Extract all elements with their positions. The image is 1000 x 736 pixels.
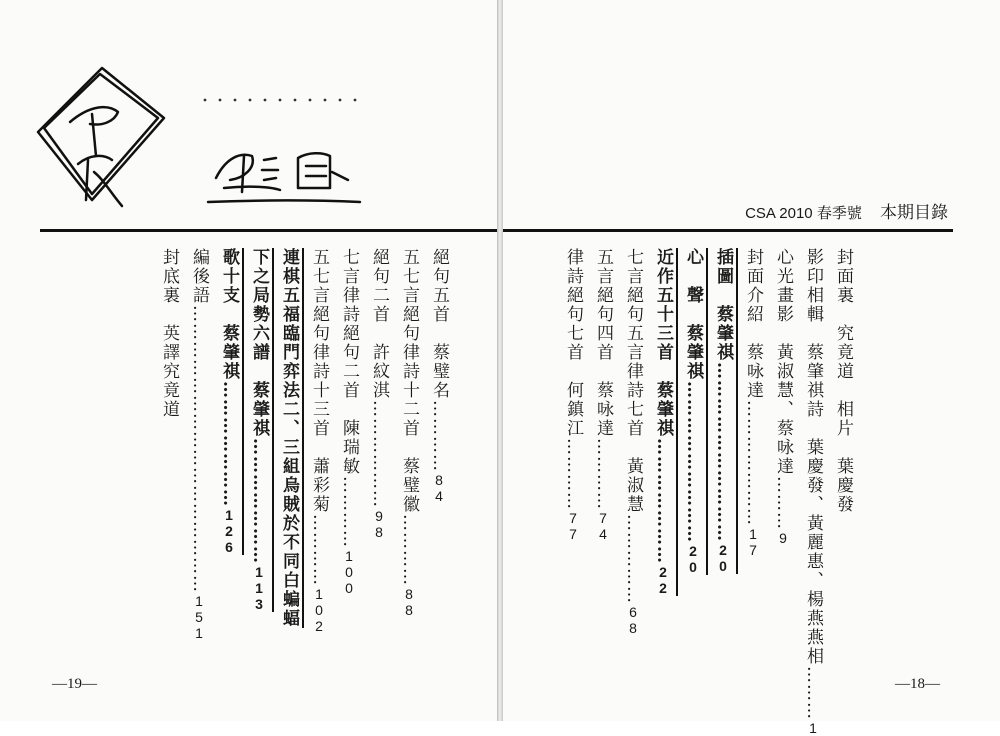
toc-page-number: 98 [371, 508, 387, 540]
toc-entry [682, 248, 708, 575]
leader-dots: ………………………… [713, 362, 733, 542]
publication-label: CSA 2010 春季號 [745, 205, 862, 222]
toc-entry [308, 248, 330, 634]
leader-dots: ………… [593, 438, 613, 510]
toc-entry-title: 編後語 [189, 248, 209, 305]
toc-entry [712, 248, 738, 574]
toc-page-number: 20 [685, 543, 701, 575]
toc-entry-title: 封面裏 究竟道 相片 葉慶發 [833, 248, 853, 514]
toc-entry [188, 248, 210, 641]
toc-page-number: 17 [745, 526, 761, 558]
toc-entry [158, 248, 180, 419]
toc-page-number: 88 [401, 586, 417, 618]
toc-entry [592, 248, 614, 542]
leader-dots: ………… [309, 514, 329, 586]
toc-entry [562, 248, 584, 542]
toc-page-number: 22 [655, 564, 671, 596]
toc-page-number: 151 [191, 593, 207, 641]
leader-dots: ……… [773, 476, 793, 530]
leader-dots: ………… [339, 476, 359, 548]
toc-page-number: 20 [715, 542, 731, 574]
toc-page-number: 9 [775, 530, 791, 546]
toc-entry-title: 連棋五福臨門弈法二、三組烏賊於不同白蝙蝠 [279, 248, 299, 628]
toc-entry [652, 248, 678, 596]
page-number-left: —19— [52, 676, 97, 692]
toc-entry [218, 248, 244, 555]
toc-entry-title: 絕句五首 蔡璧名 [429, 248, 449, 400]
leader-dots: …………… [623, 514, 643, 604]
toc-entry [622, 248, 644, 636]
handwritten-mulu-logo [30, 60, 370, 230]
toc-entry-title: 心 聲 蔡肇祺 [683, 248, 703, 381]
leader-dots: ………… [429, 400, 449, 472]
toc-entry-title: 律詩絕句七首 何鎮江 [563, 248, 583, 438]
page-number-right: —18— [895, 676, 940, 692]
leader-dots: ……………………… [683, 381, 703, 543]
toc-page-number: 126 [221, 507, 237, 555]
toc-entry-title: 心光畫影 黃淑慧、蔡咏達 [773, 248, 793, 476]
toc-entry-title: 近作五十三首 蔡肇祺 [653, 248, 673, 438]
toc-entry [428, 248, 450, 504]
leader-dots: ………………… [743, 400, 763, 526]
toc-entry [398, 248, 420, 618]
toc-entry-title: 下之局勢六譜 蔡肇祺 [249, 248, 269, 438]
leader-dots: ………………… [653, 438, 673, 564]
toc-page-number: 102 [311, 586, 327, 634]
toc-page-number: 100 [341, 548, 357, 596]
toc-entry-title: 絕句二首 許紋淇 [369, 248, 389, 400]
toc-entry-title: 七言絕句五言律詩七首 黃淑慧 [623, 248, 643, 514]
toc-entry [802, 248, 824, 736]
toc-entry-title: 五七言絕句律詩十二首 蔡璧徽 [399, 248, 419, 514]
toc-entry-title: 封面介紹 蔡咏達 [743, 248, 763, 400]
right-rule [503, 229, 953, 232]
toc-page-number: 84 [431, 472, 447, 504]
toc-entry [248, 248, 274, 612]
leader-dots: ………… [563, 438, 583, 510]
toc-entry [742, 248, 764, 558]
toc-entry-title: 歌十支 蔡肇祺 [219, 248, 239, 381]
leader-dots: ………… [399, 514, 419, 586]
toc-entry-title: 五言絕句四首 蔡咏達 [593, 248, 613, 438]
toc-title: 本期目錄 [880, 203, 948, 222]
toc-page-number: 77 [565, 510, 581, 542]
toc-entry-title: 影印相輯 蔡肇祺詩 葉慶發、黃麗惠、楊燕燕相 [803, 248, 823, 666]
toc-entry-title: 五七言絕句律詩十三首 蕭彩菊 [309, 248, 329, 514]
left-rule [40, 229, 497, 232]
leader-dots: ……… [803, 666, 823, 720]
leader-dots: ………………………………………… [189, 305, 209, 593]
toc-entry [278, 248, 304, 628]
toc-entry-title: 插圖 蔡肇祺 [713, 248, 733, 362]
toc-entry [772, 248, 794, 546]
toc-entry [832, 248, 854, 514]
toc-entry [338, 248, 360, 596]
leader-dots: ………………… [249, 438, 269, 564]
toc-entry [368, 248, 390, 540]
toc-entry-title: 封底裏 英譯究竟道 [159, 248, 179, 419]
toc-page-number: 1 [805, 720, 821, 736]
toc-entry-title: 七言律詩絕句二首 陳瑞敏 [339, 248, 359, 476]
leader-dots: ……………… [369, 400, 389, 508]
book-gutter [497, 0, 503, 721]
toc-page-number: 113 [251, 564, 267, 612]
leader-dots: ………………… [219, 381, 239, 507]
toc-page-number: 74 [595, 510, 611, 542]
issue-header [745, 198, 948, 223]
toc-page-number: 68 [625, 604, 641, 636]
